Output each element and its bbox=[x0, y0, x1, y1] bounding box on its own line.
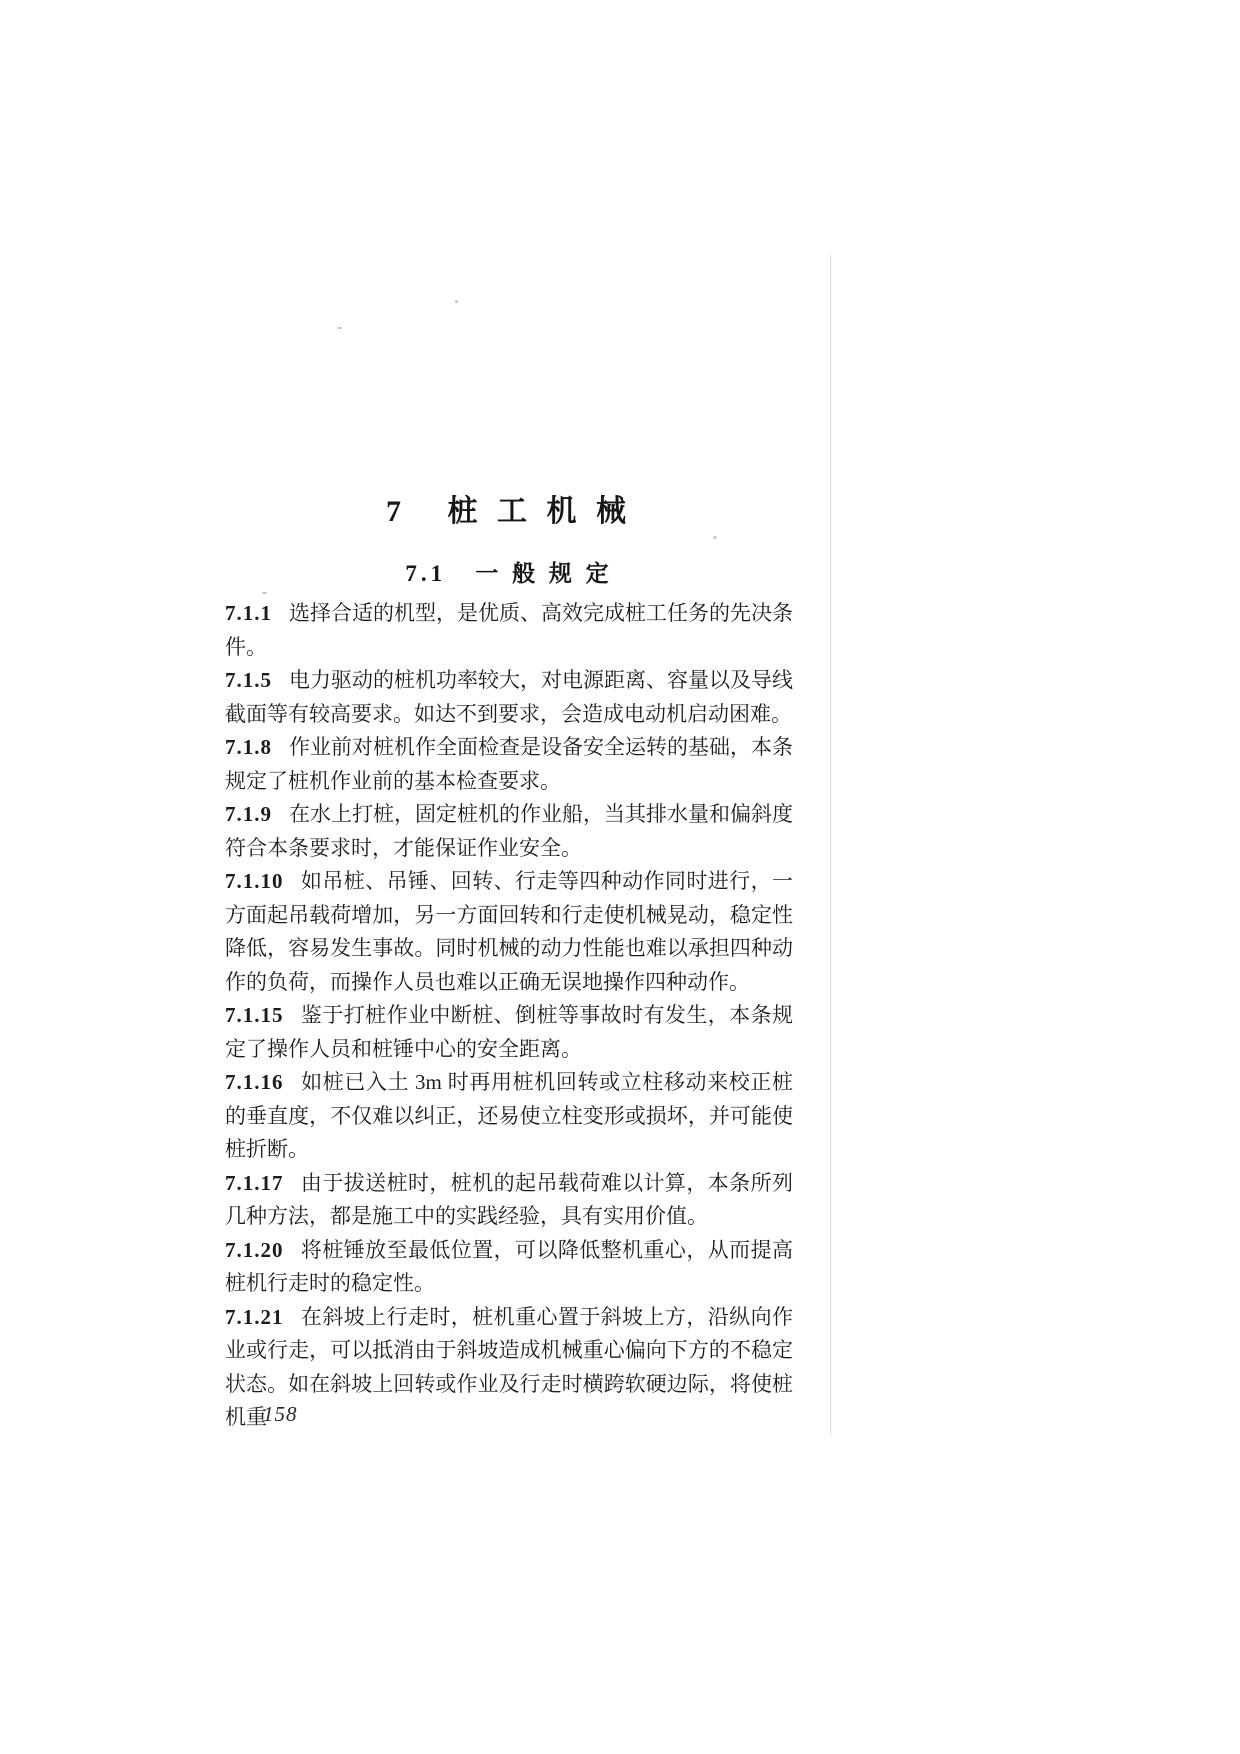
clause-paragraph bbox=[225, 597, 793, 664]
clause-text: 如桩已入土 3m 时再用桩机回转或立柱移动来校正桩的垂直度，不仅难以纠正，还易使立柱变形或损坏，并可能使桩折断。 bbox=[225, 1070, 793, 1161]
clause-text: 电力驱动的桩机功率较大，对电源距离、容量以及导线截面等有较高要求。如达不到要求，会造成电动机启动困难。 bbox=[225, 668, 793, 726]
clause-paragraph bbox=[225, 1167, 793, 1234]
clause-paragraph bbox=[225, 865, 793, 999]
clause-text: 鉴于打桩作业中断桩、倒桩等事故时有发生，本条规定了操作人员和桩锤中心的安全距离。 bbox=[225, 1003, 793, 1061]
clause-number: 7.1.9 bbox=[225, 802, 272, 826]
clause-text: 作业前对桩机作全面检查是设备安全运转的基础，本条规定了桩机作业前的基本检查要求。 bbox=[225, 735, 793, 793]
clause-paragraph bbox=[225, 1301, 793, 1435]
clause-paragraph bbox=[225, 999, 793, 1066]
clause-text: 由于拔送桩时，桩机的起吊载荷难以计算，本条所列几种方法，都是施工中的实践经验，具有实用价值。 bbox=[225, 1170, 793, 1228]
clause-number: 7.1.16 bbox=[225, 1070, 284, 1094]
clause-paragraph bbox=[225, 798, 793, 865]
clause-number: 7.1.1 bbox=[225, 601, 272, 625]
clause-paragraph bbox=[225, 731, 793, 798]
clause-number: 7.1.5 bbox=[225, 668, 272, 692]
scan-speck bbox=[455, 300, 458, 303]
clause-number: 7.1.8 bbox=[225, 735, 272, 759]
clause-paragraph bbox=[225, 1066, 793, 1167]
clause-text: 在水上打桩，固定桩机的作业船，当其排水量和偏斜度符合本条要求时，才能保证作业安全。 bbox=[225, 802, 793, 860]
page-edge-shadow bbox=[830, 255, 831, 1435]
scan-speck bbox=[713, 536, 717, 539]
clause-number: 7.1.10 bbox=[225, 869, 284, 893]
clause-paragraph bbox=[225, 1234, 793, 1301]
clause-number: 7.1.20 bbox=[225, 1237, 284, 1262]
clause-number: 7.1.21 bbox=[225, 1304, 284, 1329]
clause-list bbox=[225, 597, 793, 1435]
page-number: 158 bbox=[263, 1402, 298, 1426]
chapter-title: 7 桩 工 机 械 bbox=[386, 495, 632, 528]
scan-speck bbox=[337, 327, 342, 329]
section-title: 7.1 一 般 规 定 bbox=[405, 561, 613, 586]
scan-speck bbox=[262, 592, 267, 594]
clause-paragraph bbox=[225, 664, 793, 731]
clause-number: 7.1.15 bbox=[225, 1003, 284, 1027]
clause-number: 7.1.17 bbox=[225, 1170, 284, 1195]
clause-text: 选择合适的机型，是优质、高效完成桩工任务的先决条件。 bbox=[225, 601, 793, 659]
clause-text: 将桩锤放至最低位置，可以降低整机重心，从而提高桩机行走时的稳定性。 bbox=[225, 1237, 793, 1295]
clause-text: 在斜坡上行走时，桩机重心置于斜坡上方，沿纵向作业或行走，可以抵消由于斜坡造成机械重心偏向下方的不稳定状态。如在斜坡上回转或作业及行走时横跨软硬边际，将使桩机重 bbox=[225, 1304, 793, 1429]
clause-text: 如吊桩、吊锤、回转、行走等四种动作同时进行，一方面起吊载荷增加，另一方面回转和行走使机械晃动，稳定性降低，容易发生事故。同时机械的动力性能也难以承担四种动作的负荷，而操作人员也难以正确无误地操作四种动作。 bbox=[225, 869, 793, 994]
